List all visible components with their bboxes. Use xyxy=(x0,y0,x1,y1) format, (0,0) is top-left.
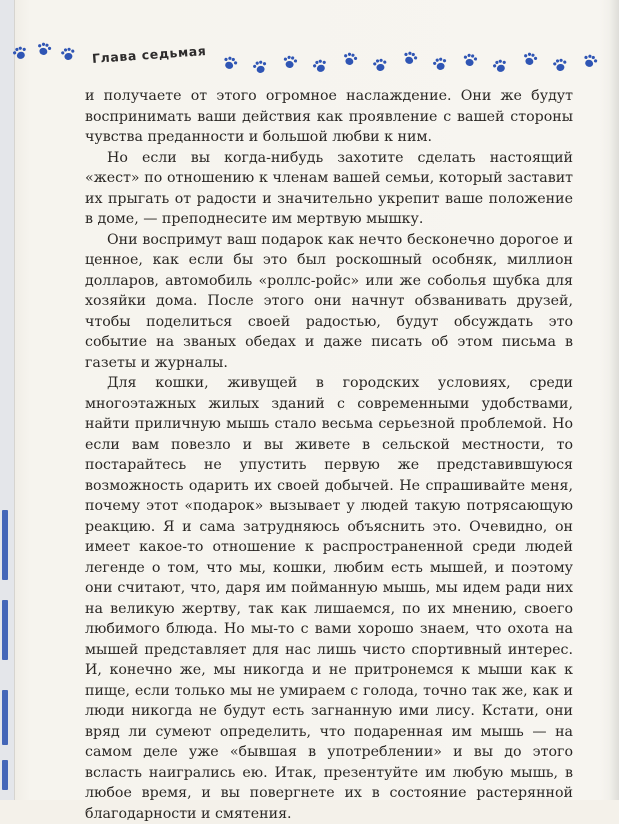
spine-stripe xyxy=(2,760,8,790)
paw-print-icon xyxy=(551,57,569,74)
paw-print-icon xyxy=(461,52,479,69)
paw-print-icon xyxy=(580,52,600,71)
book-spine xyxy=(0,0,15,800)
paw-print-icon xyxy=(490,57,510,76)
paw-print-icon xyxy=(59,46,77,63)
paw-print-icon xyxy=(220,54,240,73)
paw-print-icon xyxy=(34,40,53,58)
chapter-title: Глава седьмая xyxy=(91,43,207,66)
paw-print-icon xyxy=(310,57,330,76)
spine-stripe xyxy=(2,600,8,660)
paw-print-icon xyxy=(371,57,389,74)
paw-print-icon xyxy=(340,50,359,68)
paragraph: Для кошки, живущей в городских условиях, среди многоэтажных жилых зданий с современными удобствами, найти приличную мышь стало весьма серьезной проблемой. Но если вам повезло и вы живете в сельской местности, то постарайтесь не упустить первую же представившуюся возможность одарить их своей добычей. Не спрашивайте меня, почему этот «подарок» вызывает у людей такую потрясающую реакцию. Я и сама затрудняюсь объяснить это. Очевидно, он имеет какое-то отношение к распространенной среди людей легенде о том, что мы, кошки, любим есть мышей, и поэтому они считают, что, даря им пойманную мышь, мы идем ради них на великую жертву, так как лишаемся, по их мнению, своего любимого блюда. Но мы-то с вами хорошо знаем, что охота на мышей представляет для нас лишь чисто спортивный интерес. И, конечно же, мы никогда и не притронемся к мыши как к пище, если только мы не умираем с голода, точно так же, как и люди никогда не будут есть загнанную ими лису. Кстати, они вряд ли сумеют определить, что подаренная им мышь — на самом деле уже «бывшая в употреблении» и вы до этого всласть наигрались ею. Итак, презентуйте им любую мышь, в любое время, и вы повергнете их в состояние растерянной благодарности и смятения. xyxy=(85,375,573,822)
paw-print-icon xyxy=(430,55,449,73)
page-edge xyxy=(609,0,619,800)
paw-print-icon xyxy=(250,58,269,76)
spine-stripe xyxy=(2,510,8,580)
paw-print-icon xyxy=(281,54,299,71)
spine-stripe xyxy=(2,690,8,745)
paw-print-icon xyxy=(400,49,420,68)
paragraph: и получаете от этого огромное наслаждение. Они же будут воспринимать ваши действия как проявление с вашей стороны чувства преданности и большой любви к ним. xyxy=(85,88,573,145)
paw-print-icon xyxy=(520,50,539,68)
paragraph: Но если вы когда-нибудь захотите сделать настоящий «жест» по отношению к членам вашей семьи, который заставит их прыгать от радости и значительно укрепит ваше положение в доме, — преподнесите им мертвую мышку. xyxy=(85,149,573,227)
body-text xyxy=(85,86,573,824)
paragraph: Они воспримут ваш подарок как нечто бесконечно дорогое и ценное, как если бы это был роскошный особняк, миллион долларов, автомобиль «роллс-ройс» или же соболья шубка для хозяйки дома. После этого они начнут обзванивать друзей, чтобы поделиться своей радостью, будут обсуждать это событие на званых обедах и даже писать об этом письма в газеты и журналы. xyxy=(85,231,573,371)
